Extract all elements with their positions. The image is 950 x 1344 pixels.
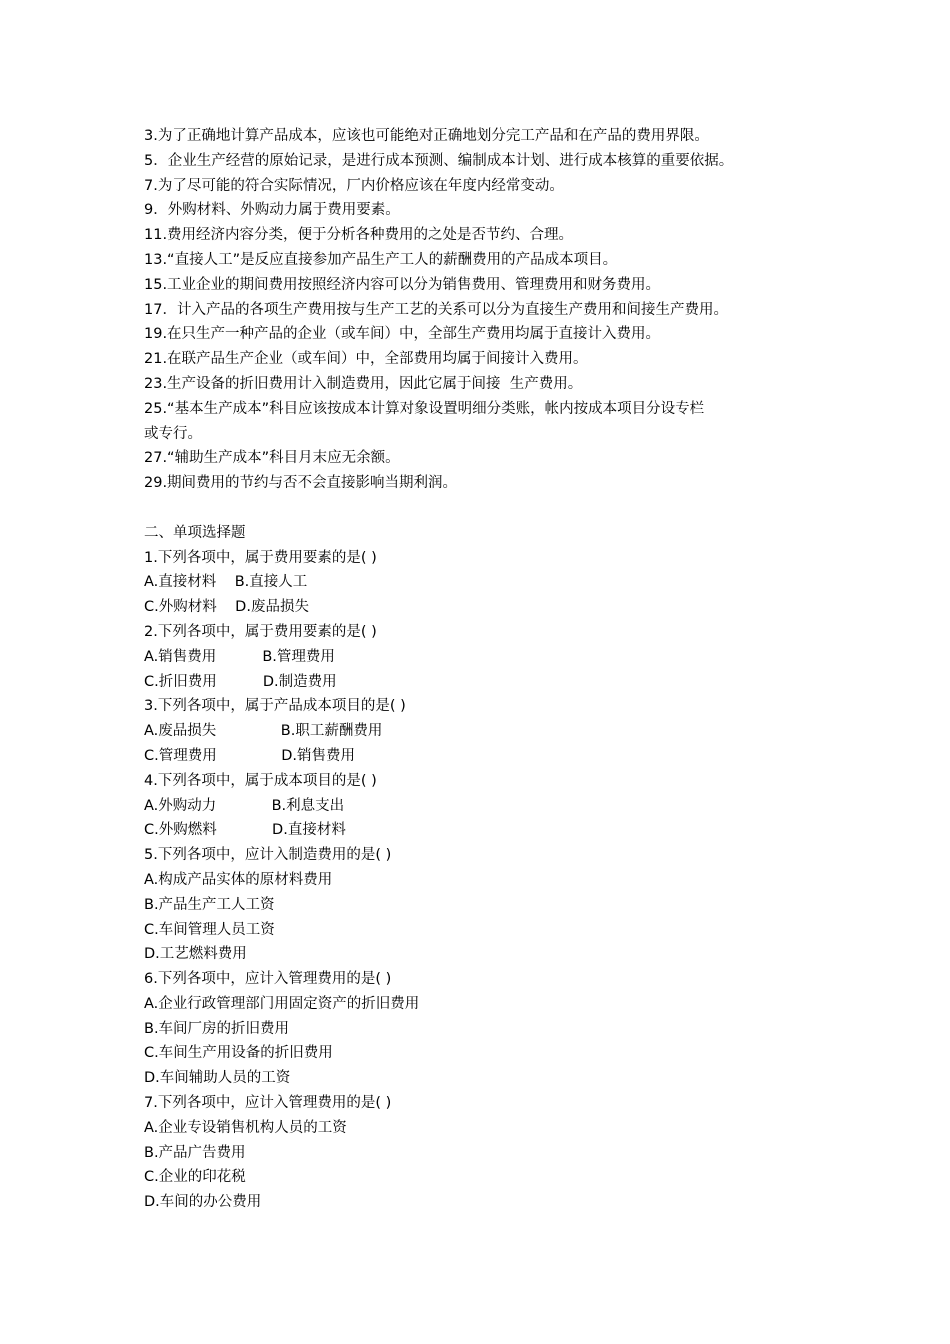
statement-line: 7.为了尽可能的符合实际情况，厂内价格应该在年度内经常变动。 xyxy=(144,177,564,194)
option-line: B.产品生产工人工资 xyxy=(144,896,275,913)
statement-line: 25.“基本生产成本”科目应该按成本计算对象设置明细分类账，帐内按成本项目分设专栏 xyxy=(144,400,705,417)
statement-line: 19.在只生产一种产品的企业（或车间）中，全部生产费用均属于直接计入费用。 xyxy=(144,326,661,343)
question-line: 3.下列各项中，属于产品成本项目的是( ) xyxy=(144,698,406,715)
statement-line: 29.期间费用的节约与否不会直接影响当期利润。 xyxy=(144,475,458,492)
question-line: 5.下列各项中，应计入制造费用的是( ) xyxy=(144,847,392,864)
statement-line: 21.在联产品生产企业（或车间）中，全部费用均属于间接计入费用。 xyxy=(144,351,588,368)
statement-line: 27.“辅助生产成本”科目月末应无余额。 xyxy=(144,450,400,467)
question-line: 7.下列各项中，应计入管理费用的是( ) xyxy=(144,1095,392,1112)
statement-line: 5．企业生产经营的原始记录，是进行成本预测、编制成本计划、进行成本核算的重要依据。 xyxy=(144,152,734,169)
statement-line: 15.工业企业的期间费用按照经济内容可以分为销售费用、管理费用和财务费用。 xyxy=(144,276,661,293)
document-body xyxy=(144,124,824,1215)
option-line: C.企业的印花税 xyxy=(144,1169,246,1186)
option-line: A.废品损失 B.职工薪酬费用 xyxy=(144,723,383,740)
question-line: 6.下列各项中，应计入管理费用的是( ) xyxy=(144,971,392,988)
option-line: D.工艺燃料费用 xyxy=(144,946,247,963)
statement-line: 9．外购材料、外购动力属于费用要素。 xyxy=(144,202,400,219)
true-false-statements xyxy=(144,124,824,496)
option-line: B.车间厂房的折旧费用 xyxy=(144,1020,290,1037)
statement-line: 13.“直接人工”是反应直接参加产品生产工人的薪酬费用的产品成本项目。 xyxy=(144,251,618,268)
blank-line xyxy=(144,496,824,521)
multiple-choice-questions xyxy=(144,546,824,1216)
option-line: A.直接材料 B.直接人工 xyxy=(144,574,308,591)
option-line: C.外购燃料 D.直接材料 xyxy=(144,822,346,839)
option-line: D.车间辅助人员的工资 xyxy=(144,1070,291,1087)
statement-line: 17．计入产品的各项生产费用按与生产工艺的关系可以分为直接生产费用和间接生产费用。 xyxy=(144,301,728,318)
option-line: C.折旧费用 D.制造费用 xyxy=(144,673,337,690)
option-line: C.车间管理人员工资 xyxy=(144,921,275,938)
option-line: A.企业行政管理部门用固定资产的折旧费用 xyxy=(144,995,420,1012)
section-title: 二、单项选择题 xyxy=(144,524,246,541)
option-line: A.销售费用 B.管理费用 xyxy=(144,648,335,665)
option-line: C.外购材料 D.废品损失 xyxy=(144,599,309,616)
question-line: 1.下列各项中，属于费用要素的是( ) xyxy=(144,549,377,566)
statement-line: 11.费用经济内容分类，便于分析各种费用的之处是否节约、合理。 xyxy=(144,227,574,244)
option-line: B.产品广告费用 xyxy=(144,1144,246,1161)
statement-line: 23.生产设备的折旧费用计入制造费用，因此它属于间接 生产费用。 xyxy=(144,375,583,392)
question-line: 2.下列各项中，属于费用要素的是( ) xyxy=(144,623,377,640)
option-line: C.管理费用 D.销售费用 xyxy=(144,747,356,764)
option-line: D.车间的办公费用 xyxy=(144,1194,262,1211)
option-line: A.外购动力 B.利息支出 xyxy=(144,797,345,814)
option-line: A.构成产品实体的原材料费用 xyxy=(144,871,333,888)
question-line: 4.下列各项中，属于成本项目的是( ) xyxy=(144,772,377,789)
option-line: A.企业专设销售机构人员的工资 xyxy=(144,1119,347,1136)
statement-line: 3.为了正确地计算产品成本，应该也可能绝对正确地划分完工产品和在产品的费用界限。 xyxy=(144,128,709,144)
statement-line: 或专行。 xyxy=(144,425,202,442)
option-line: C.车间生产用设备的折旧费用 xyxy=(144,1045,333,1062)
